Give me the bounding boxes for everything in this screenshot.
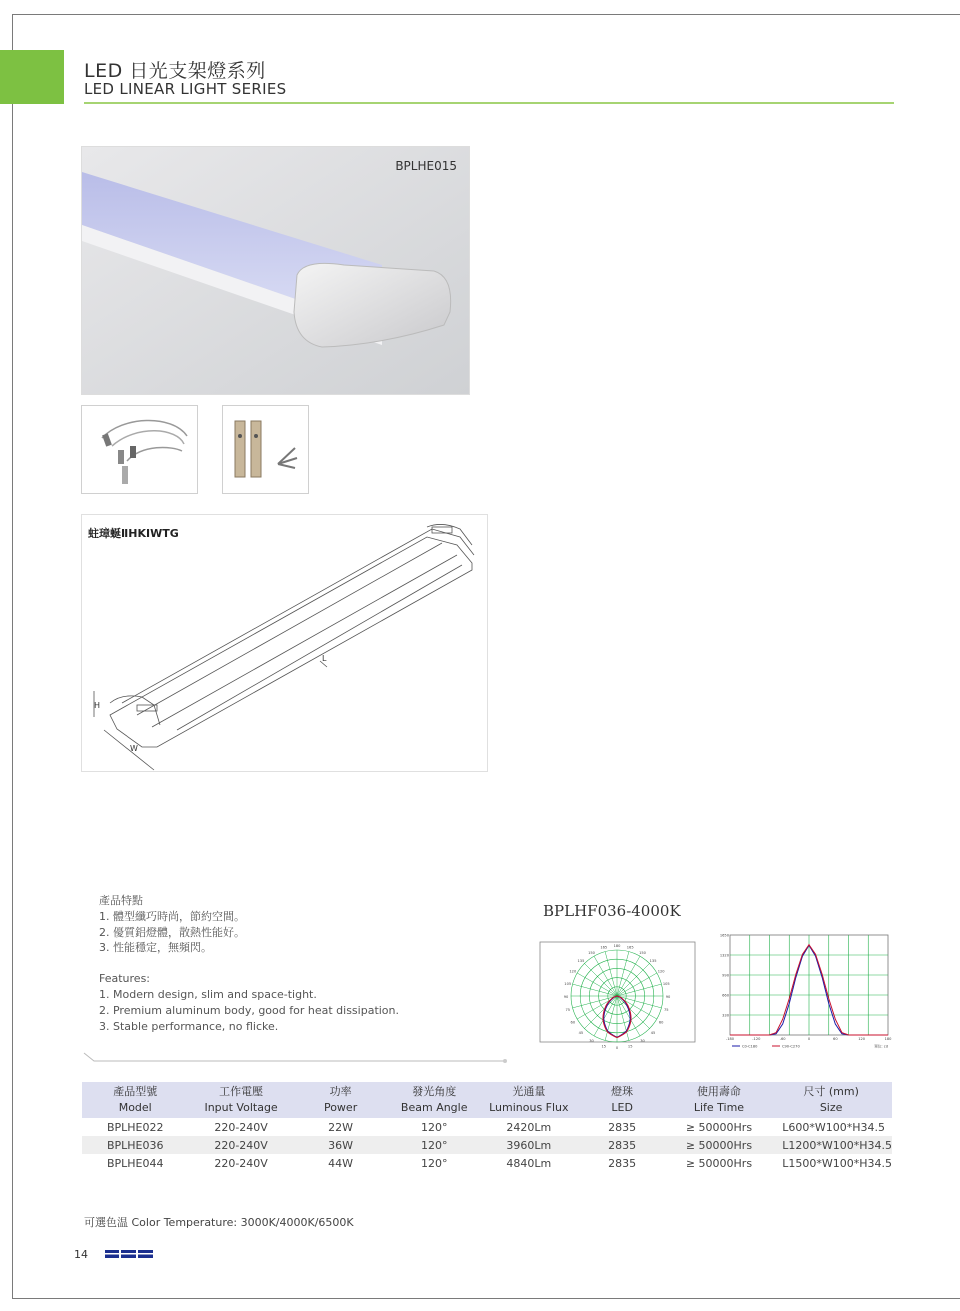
feature-en-3: 3. Stable performance, no flicke. bbox=[99, 1019, 279, 1033]
page-frame-top bbox=[12, 14, 960, 15]
col-voltage: 工作電壓 Input Voltage bbox=[188, 1082, 293, 1118]
feature-cn-3: 3. 性能穩定，無頻閃。 bbox=[99, 941, 212, 955]
polar-angle-label: 150 bbox=[639, 950, 646, 955]
polar-angle-label: 135 bbox=[649, 958, 657, 963]
feature-en-2: 2. Premium aluminum body, good for heat dissipation. bbox=[99, 1003, 400, 1017]
col-model: 產品型號 Model bbox=[82, 1082, 188, 1118]
cart-legend-label: C90-C270 bbox=[782, 1044, 800, 1049]
polar-angle-label: 150 bbox=[588, 950, 595, 955]
cart-x-tick-label: -120 bbox=[752, 1037, 761, 1041]
accessory-mounting-brackets bbox=[222, 405, 309, 494]
features-heading-en: Features: bbox=[99, 972, 151, 986]
bmc-logo bbox=[105, 1247, 153, 1261]
polar-angle-label: 45 bbox=[650, 1031, 656, 1036]
cart-x-tick-label: 120 bbox=[858, 1037, 866, 1041]
product-photo bbox=[81, 146, 470, 395]
accessory-hanging-wire bbox=[81, 405, 198, 494]
spec-table bbox=[82, 1082, 892, 1172]
polar-angle-label: 105 bbox=[564, 981, 572, 986]
hanging-wire-icon bbox=[82, 406, 197, 493]
dimension-drawing bbox=[81, 514, 488, 772]
features-block bbox=[99, 893, 399, 1034]
page-frame-bottom bbox=[12, 1298, 960, 1299]
polar-angle-label: 30 bbox=[640, 1039, 645, 1044]
cart-x-tick-label: -180 bbox=[725, 1037, 735, 1041]
feature-en-1: 1. Modern design, slim and space-tight. bbox=[99, 987, 317, 1001]
polar-angle-label: 120 bbox=[569, 969, 577, 974]
cart-x-tick-label: 0 bbox=[807, 1037, 811, 1041]
polar-angle-label: 75 bbox=[565, 1008, 571, 1013]
table-row: BPLHE036 220-240V 36W 120° 3960Lm 2835 ≥ 50000Hrs L1200*W100*H34.5 bbox=[82, 1136, 892, 1154]
polar-angle-label: 135 bbox=[577, 958, 585, 963]
polar-angle-label: 15 bbox=[601, 1044, 607, 1049]
polar-angle-label: 15 bbox=[627, 1044, 633, 1049]
photo-model-label: BPLHE015 bbox=[395, 159, 457, 173]
dim-w-label: W bbox=[130, 744, 138, 753]
feature-cn-2: 2. 優質鋁燈體，散熱性能好。 bbox=[99, 925, 245, 939]
col-beam-angle: 發光角度 Beam Angle bbox=[387, 1082, 481, 1118]
page-title-en: LED LINEAR LIGHT SERIES bbox=[84, 80, 287, 98]
page-title-cn: LED 日光支架燈系列 bbox=[84, 60, 266, 82]
polar-angle-label: 90 bbox=[563, 995, 569, 999]
table-row: BPLHE044 220-240V 44W 120° 4840Lm 2835 ≥ 50000Hrs L1500*W100*H34.5 bbox=[106, 1156, 892, 1170]
page-number: 14 bbox=[74, 1248, 88, 1261]
polar-angle-label: 0 bbox=[615, 1046, 619, 1050]
cart-unit-label: 單位: cd bbox=[874, 1044, 888, 1049]
photometric-chart-title: BPLHF036-4000K bbox=[543, 902, 681, 920]
features-heading-cn: 產品特點 bbox=[99, 894, 143, 907]
cartesian-intensity-chart bbox=[714, 930, 892, 1055]
page-frame-left bbox=[12, 14, 13, 1299]
cart-y-tick-label: 330 bbox=[722, 1013, 729, 1018]
cart-x-tick-label: 180 bbox=[884, 1037, 892, 1041]
col-led: 燈珠 LED bbox=[577, 1082, 668, 1118]
polar-angle-label: 60 bbox=[570, 1020, 576, 1025]
col-size: 尺寸 (mm) Size bbox=[770, 1082, 892, 1118]
linear-light-image bbox=[82, 147, 469, 394]
cart-y-tick-label: 990 bbox=[722, 973, 729, 978]
feature-cn-1: 1. 體型纖巧時尚，節約空間。 bbox=[99, 909, 245, 923]
table-row: BPLHE022 220-240V 22W 120° 2420Lm 2835 ≥ 50000Hrs L600*W100*H34.5 bbox=[106, 1120, 885, 1134]
drawing-label: 蛀璋蜒ⅡHKIWTG bbox=[88, 527, 179, 540]
cart-x-tick-label: -60 bbox=[779, 1037, 786, 1041]
polar-angle-label: 30 bbox=[589, 1039, 594, 1044]
cart-y-tick-label: 660 bbox=[722, 993, 729, 998]
cart-y-tick-label: 1320 bbox=[719, 953, 729, 958]
polar-angle-label: 45 bbox=[578, 1031, 584, 1036]
polar-angle-label: 180 bbox=[613, 944, 621, 948]
spec-table-header bbox=[82, 1082, 892, 1118]
header-accent-block bbox=[0, 50, 64, 104]
polar-angle-label: 165 bbox=[600, 945, 608, 950]
polar-angle-label: 60 bbox=[658, 1020, 664, 1025]
color-temperature-note: 可選色温 Color Temperature: 3000K/4000K/6500K bbox=[84, 1216, 354, 1229]
cart-y-tick-label: 1650 bbox=[719, 933, 729, 938]
col-life-time: 使用壽命 Life Time bbox=[668, 1082, 771, 1118]
line-drawing-svg bbox=[82, 515, 487, 771]
features-underline bbox=[84, 1053, 508, 1065]
dim-h-label: H bbox=[94, 701, 101, 710]
col-power: 功率 Power bbox=[294, 1082, 388, 1118]
polar-angle-label: 90 bbox=[665, 995, 671, 999]
polar-angle-label: 165 bbox=[626, 945, 634, 950]
polar-angle-label: 105 bbox=[662, 981, 670, 986]
cart-legend-label: C0-C180 bbox=[742, 1044, 758, 1049]
polar-angle-label: 120 bbox=[657, 969, 665, 974]
polar-distribution-chart bbox=[540, 942, 695, 1050]
dim-l-label: L bbox=[322, 654, 327, 663]
bracket-screw-icon bbox=[223, 406, 308, 493]
col-luminous-flux: 光通量 Luminous Flux bbox=[481, 1082, 577, 1118]
polar-angle-label: 75 bbox=[663, 1008, 669, 1013]
cart-x-tick-label: 60 bbox=[833, 1037, 838, 1041]
title-divider bbox=[84, 102, 894, 104]
